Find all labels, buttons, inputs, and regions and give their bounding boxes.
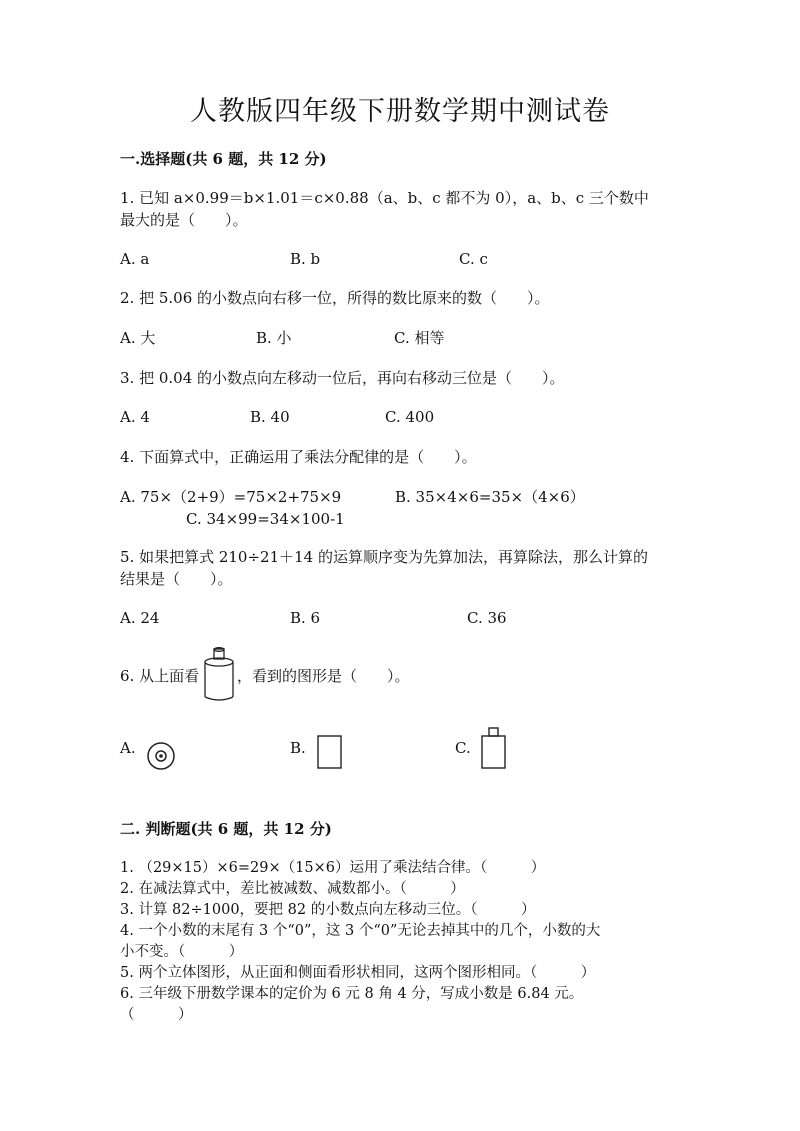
question-5-option-c: C. 36	[467, 609, 507, 627]
question-2-option-b: B. 小	[256, 329, 292, 347]
question-6-option-c: C.	[455, 739, 471, 757]
tf-line-8: （ ）	[120, 1007, 193, 1023]
question-3-option-a: A. 4	[120, 408, 150, 426]
option-b-rectangle-figure	[316, 734, 344, 770]
section-heading-true-false: 二. 判断题(共 6 题，共 12 分)	[120, 820, 332, 838]
question-6-line-before: 6. 从上面看	[120, 667, 200, 685]
tf-line-3: 3. 计算 82÷1000，要把 82 的小数点向左移动三位。（ ）	[120, 902, 536, 918]
question-5-option-b: B. 6	[290, 609, 321, 627]
tf-line-7: 6. 三年级下册数学课本的定价为 6 元 8 角 4 分，写成小数是 6.84 元。	[120, 986, 584, 1002]
cylinder-figure	[200, 645, 240, 703]
question-1-line-1: 1. 已知 a×0.99＝b×1.01＝c×0.88（a、b、c 都不为 0），a、b、c 三个数中	[120, 189, 649, 207]
question-1-option-c: C. c	[459, 250, 488, 268]
question-4-option-a: A. 75×（2+9）=75×2+75×9	[120, 488, 342, 506]
question-3-option-b: B. 40	[250, 408, 290, 426]
question-6-line-after: ，看到的图形是（ ）。	[237, 667, 410, 685]
question-2-option-c: C. 相等	[394, 329, 445, 347]
question-3-line-1: 3. 把 0.04 的小数点向左移动一位后，再向右移动三位是（ ）。	[120, 369, 565, 387]
option-c-rectangle-with-cap-figure	[480, 726, 508, 770]
question-2-line-1: 2. 把 5.06 的小数点向右移一位，所得的数比原来的数（ ）。	[120, 289, 550, 307]
question-1-option-a: A. a	[120, 250, 150, 268]
tf-line-4: 4. 一个小数的末尾有 3 个“0”，这 3 个“0”无论去掉其中的几个，小数的大	[120, 923, 601, 939]
question-4-option-b: B. 35×4×6=35×（4×6）	[395, 488, 585, 506]
question-1-line-2: 最大的是（ ）。	[120, 211, 248, 229]
question-2-option-a: A. 大	[120, 329, 156, 347]
question-4-option-c: C. 34×99=34×100-1	[186, 510, 345, 528]
question-5-option-a: A. 24	[120, 609, 160, 627]
question-6-option-a: A.	[120, 739, 136, 757]
tf-line-6: 5. 两个立体图形，从正面和侧面看形状相同，这两个图形相同。（ ）	[120, 965, 596, 981]
question-4-line-1: 4. 下面算式中，正确运用了乘法分配律的是（ ）。	[120, 448, 477, 466]
tf-line-1: 1. （29×15）×6=29×（15×6）运用了乘法结合律。（ ）	[120, 860, 546, 876]
question-5-line-1: 5. 如果把算式 210÷21＋14 的运算顺序变为先算加法，再算除法，那么计算的	[120, 548, 648, 566]
tf-line-2: 2. 在减法算式中，差比被减数、减数都小。（ ）	[120, 881, 465, 897]
question-6-option-b: B.	[290, 739, 306, 757]
page-title: 人教版四年级下册数学期中测试卷	[190, 96, 610, 127]
section-heading-choice: 一.选择题(共 6 题，共 12 分)	[120, 150, 327, 168]
question-1-option-b: B. b	[290, 250, 321, 268]
question-5-line-2: 结果是（ ）。	[120, 570, 233, 588]
option-a-concentric-circles-figure	[145, 740, 177, 772]
question-3-option-c: C. 400	[385, 408, 435, 426]
tf-line-5: 小不变。（ ）	[120, 944, 244, 960]
